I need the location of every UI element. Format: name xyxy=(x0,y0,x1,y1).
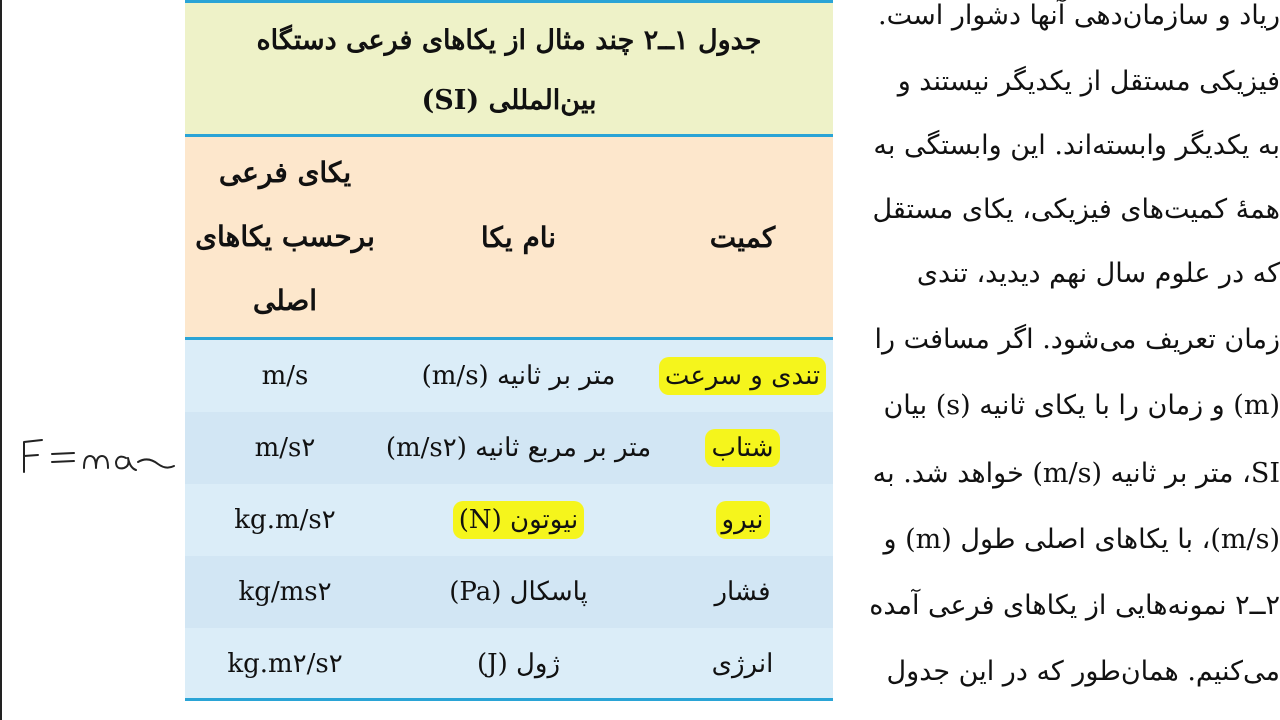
derived-unit-cell: m/s۲ xyxy=(254,433,316,463)
table-bottom-rule xyxy=(185,698,833,701)
paragraph-line: که در علوم سال نهم دیدید، تندی xyxy=(916,258,1280,289)
header-derived-line-2: برحسب یکاهای xyxy=(195,220,375,253)
derived-unit-cell: kg/ms۲ xyxy=(238,577,332,607)
derived-unit-cell: m/s xyxy=(261,361,309,391)
paragraph-line: ۲ــ۲ نمونه‌هایی از یکاهای فرعی آمده xyxy=(869,590,1280,621)
paragraph-line: فیزیکی مستقل از یکدیگر نیستند و xyxy=(897,66,1280,97)
table-row xyxy=(185,412,833,484)
paragraph-line: (m/s)، با یکاهای اصلی طول (m) و xyxy=(883,524,1280,555)
paragraph-line: SI، متر بر ثانیه (m/s) خواهد شد. به xyxy=(872,458,1280,489)
derived-unit-cell: kg.m۲/s۲ xyxy=(227,649,343,679)
derived-unit-cell: kg.m/s۲ xyxy=(234,505,336,535)
page-left-border xyxy=(0,0,2,720)
header-derived-line-1: یکای فرعی xyxy=(218,156,352,189)
table-caption xyxy=(185,0,833,137)
header-derived-line-3: اصلی xyxy=(252,284,318,317)
caption-line-1: جدول ۱ــ۲ چند مثال از یکاهای فرعی دستگاه xyxy=(256,25,762,56)
unit-name-cell: ژول (J) xyxy=(477,649,561,679)
unit-name-cell: متر بر مربع ثانیه (m/s۲) xyxy=(385,433,652,463)
paragraph-line: همهٔ کمیت‌های فیزیکی، یکای مستقل xyxy=(872,194,1280,225)
quantity-cell: فشار xyxy=(714,577,771,607)
quantity-cell xyxy=(652,412,833,484)
table-body xyxy=(185,340,833,700)
paragraph-line: (m) و زمان را با یکای ثانیه (s) بیان xyxy=(883,390,1280,421)
unit-name-cell: متر بر ثانیه (m/s) xyxy=(421,361,616,391)
paragraph-line: ریاد و سازمان‌دهی آنها دشوار است. xyxy=(878,0,1280,31)
table-header xyxy=(185,137,833,340)
table-row xyxy=(185,340,833,412)
unit-name-cell: پاسکال (Pa) xyxy=(449,577,588,607)
caption-line-2: بین‌المللی (SI) xyxy=(421,85,597,116)
header-derived-unit xyxy=(185,137,385,337)
unit-name-cell xyxy=(385,484,652,556)
paragraph-line: می‌کنیم. همان‌طور که در این جدول xyxy=(886,656,1280,687)
table-row xyxy=(185,484,833,556)
si-derived-units-table xyxy=(185,0,833,720)
paragraph-line: زمان تعریف می‌شود. اگر مسافت را xyxy=(874,324,1280,355)
quantity-cell xyxy=(652,484,833,556)
highlighted-quantity: تندی و سرعت xyxy=(659,357,826,395)
quantity-cell xyxy=(652,340,833,412)
table-row xyxy=(185,556,833,628)
table-row xyxy=(185,628,833,700)
highlighted-unit-name: نیوتون (N) xyxy=(453,501,585,539)
handwritten-formula xyxy=(18,428,183,478)
highlighted-quantity: نیرو xyxy=(716,501,770,539)
quantity-cell: انرژی xyxy=(711,649,774,679)
body-text-column xyxy=(845,0,1280,720)
highlighted-quantity: شتاب xyxy=(705,429,779,467)
paragraph-line: به یکدیگر وابسته‌اند. این وابستگی به xyxy=(873,130,1280,161)
header-unit-name: نام یکا xyxy=(480,220,557,254)
header-quantity: کمیت xyxy=(709,220,776,254)
